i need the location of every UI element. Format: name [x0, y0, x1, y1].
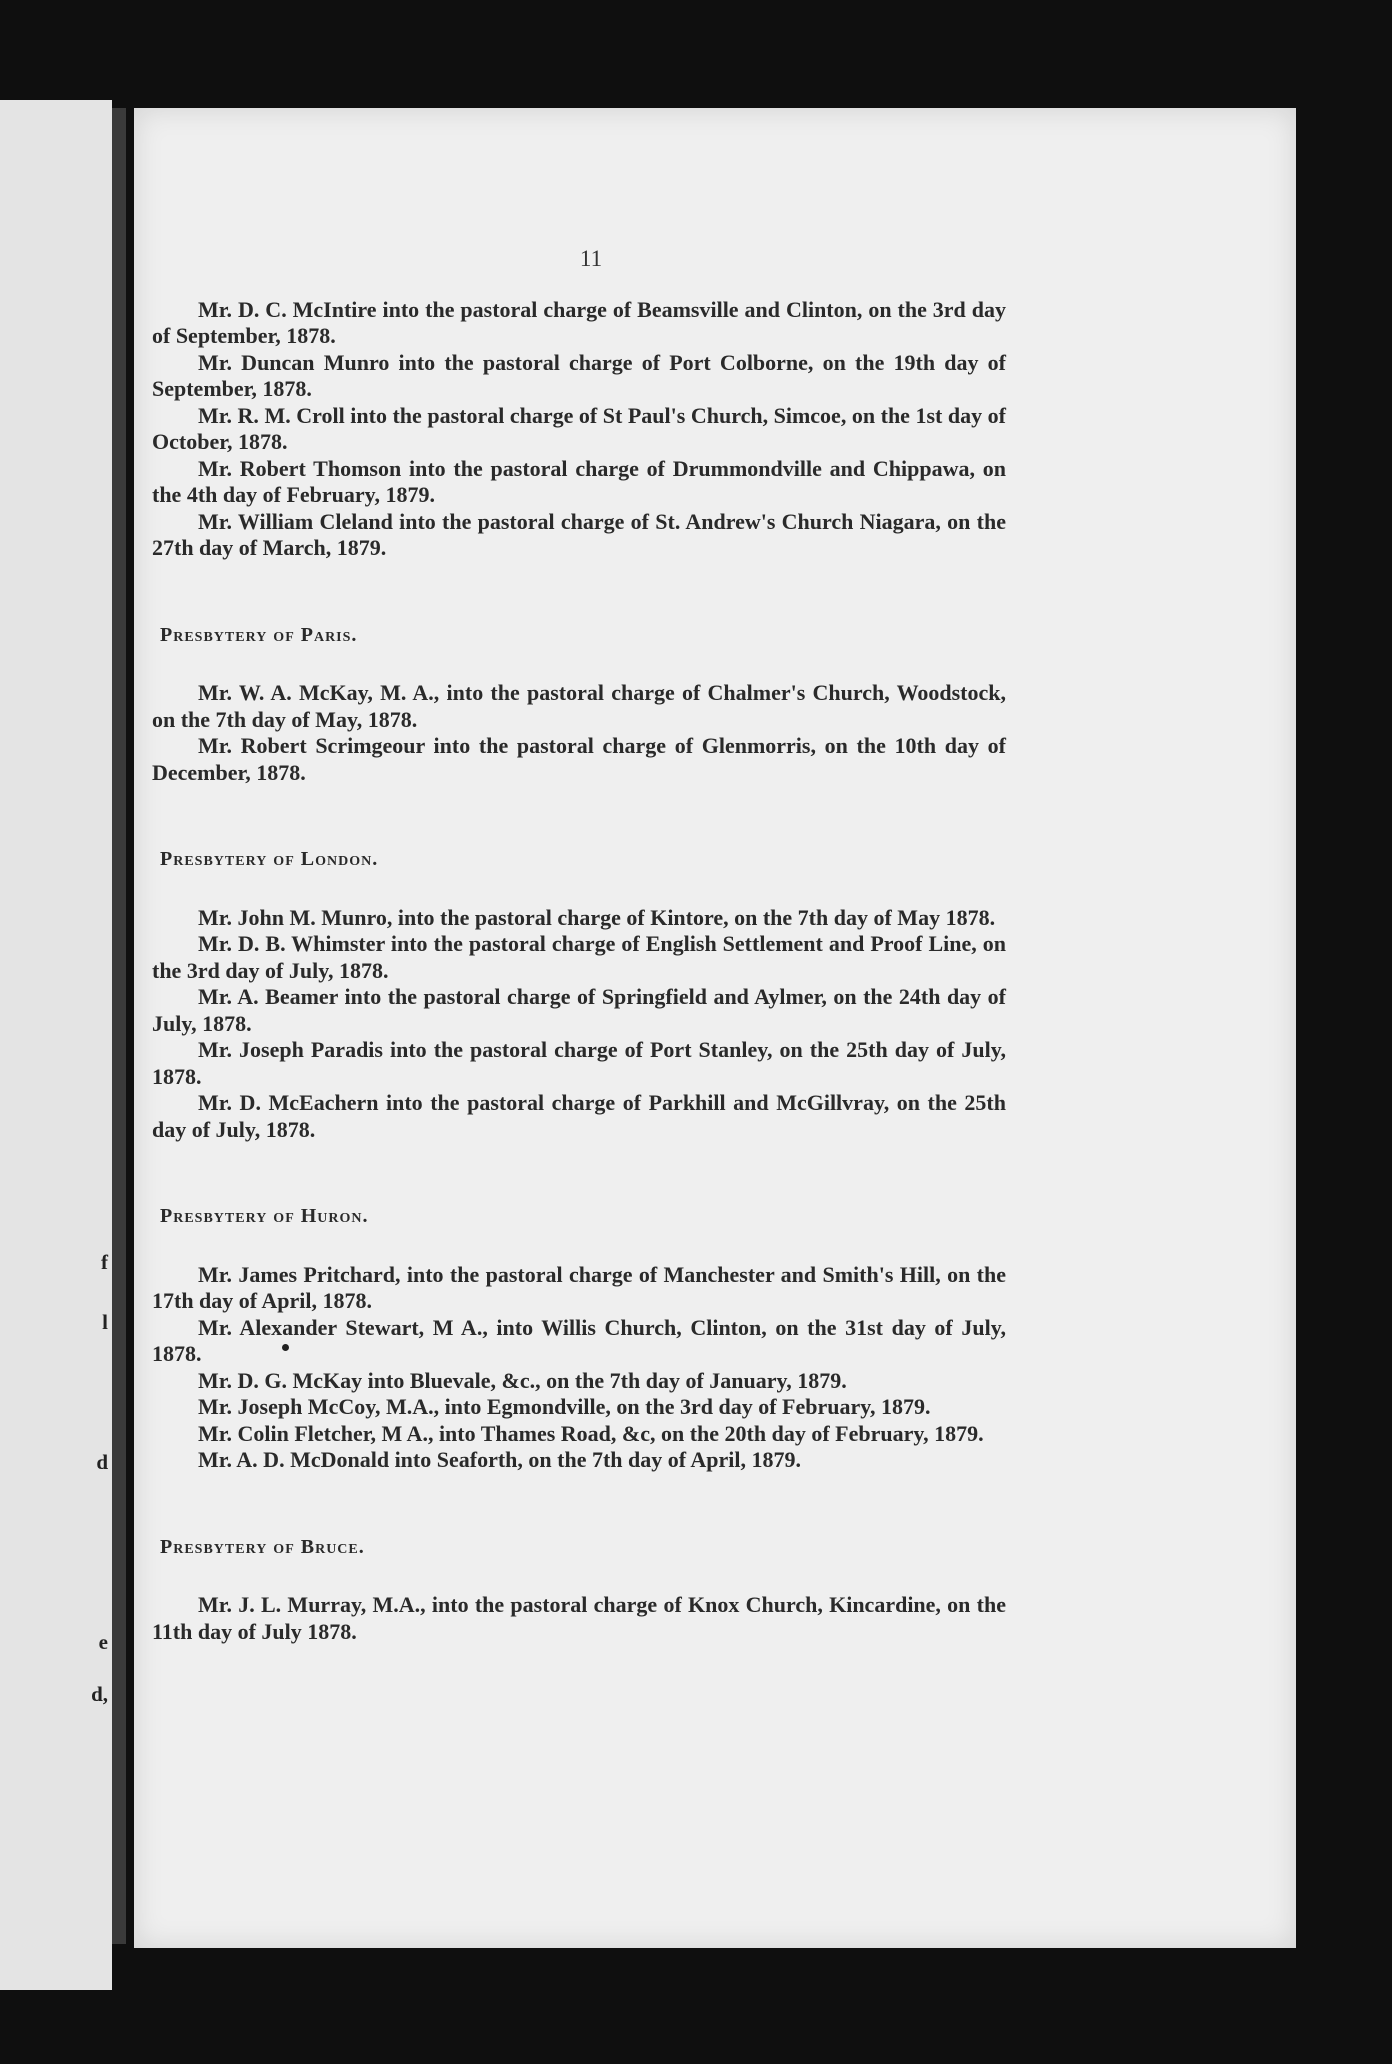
- section-heading: Presbytery of Bruce.: [160, 1535, 365, 1558]
- induction-entry: Mr. Duncan Munro into the pastoral charge of Port Colborne, on the 19th day of September, 1878.: [152, 349, 1006, 401]
- page-fragment: e: [98, 1630, 108, 1654]
- section-paris: [152, 622, 1006, 787]
- induction-entry: Mr. Joseph McCoy, M.A., into Egmondville, on the 3rd day of February, 1879.: [198, 1394, 931, 1419]
- induction-entry: Mr. D. G. McKay into Bluevale, &c., on the 7th day of January, 1879.: [198, 1367, 847, 1393]
- page-number: 11: [579, 246, 603, 271]
- induction-entry: Mr. R. M. Croll into the pastoral charge of St Paul's Church, Simcoe, on the 1st day of October, 1878.: [152, 402, 1006, 454]
- previous-page-edge: [0, 100, 112, 1990]
- induction-entry: Mr. W. A. McKay, M. A., into the pastoral charge of Chalmer's Church, Woodstock, on the 7th day of May, 1878.: [152, 680, 1006, 732]
- induction-entry: Mr. A. Beamer into the pastoral charge of Springfield and Aylmer, on the 24th day of July, 1878.: [152, 984, 1006, 1036]
- induction-entry: Mr. Robert Thomson into the pastoral charge of Drummondville and Chippawa, on the 4th day of February, 1879.: [152, 455, 1006, 507]
- induction-entry: Mr. J. L. Murray, M.A., into the pastoral charge of Knox Church, Kincardine, on the 11th day of July 1878.: [152, 1592, 1006, 1644]
- page-fragment: d: [96, 1450, 108, 1474]
- induction-entry: Mr. Alexander Stewart, M A., into Willis Church, Clinton, on the 31st day of July, 1878.: [152, 1314, 1006, 1366]
- induction-entry: Mr. Colin Fletcher, M A., into Thames Road, &c, on the 20th day of February, 1879.: [198, 1420, 984, 1446]
- induction-entry: Mr. William Cleland into the pastoral charge of St. Andrew's Church Niagara, on the 27th day of March, 1879.: [152, 508, 1006, 560]
- section-bruce: [152, 1534, 1006, 1646]
- induction-entry: Mr. D. B. Whimster into the pastoral charge of English Settlement and Proof Line, on the 3rd day of July, 1878.: [152, 931, 1006, 983]
- section-london: [152, 846, 1006, 1143]
- induction-entry: Mr. Joseph Paradis into the pastoral charge of Port Stanley, on the 25th day of July, 1878.: [152, 1037, 1006, 1089]
- intro-entries: [152, 297, 1006, 562]
- induction-entry: Mr. James Pritchard, into the pastoral charge of Manchester and Smith's Hill, on the 17th day of April, 1878.: [152, 1261, 1006, 1313]
- page-fragment: l: [102, 1310, 108, 1334]
- section-huron: [152, 1203, 1006, 1474]
- induction-entry: Mr. D. C. McIntire into the pastoral charge of Beamsville and Clinton, on the 3rd day of September, 1878.: [152, 296, 1006, 348]
- page-fragment: d,: [91, 1682, 108, 1706]
- section-heading: Presbytery of London.: [160, 848, 379, 870]
- margin-dot: [282, 1344, 289, 1351]
- section-heading: Presbytery of Paris.: [160, 623, 358, 646]
- induction-entry: Mr. A. D. McDonald into Seaforth, on the 7th day of April, 1879.: [198, 1447, 801, 1472]
- induction-entry: Mr. John M. Munro, into the pastoral charge of Kintore, on the 7th day of May 1878.: [198, 904, 996, 930]
- book-spine: [112, 108, 126, 1944]
- page-content: [152, 246, 1006, 1645]
- induction-entry: Mr. Robert Scrimgeour into the pastoral charge of Glenmorris, on the 10th day of December, 1878.: [152, 733, 1006, 785]
- induction-entry: Mr. D. McEachern into the pastoral charge of Parkhill and McGillvray, on the 25th day of July, 1878.: [152, 1090, 1006, 1142]
- section-heading: Presbytery of Huron.: [160, 1205, 369, 1227]
- page-fragment: f: [101, 1250, 108, 1274]
